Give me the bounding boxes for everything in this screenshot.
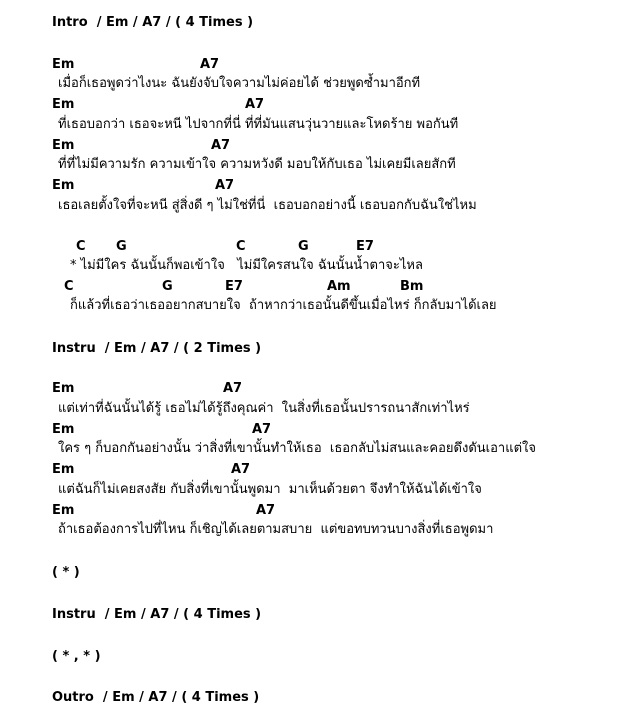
chord: A7 [245, 97, 265, 112]
instru-line: Instru / Em / A7 / ( 2 Times ) [52, 341, 262, 356]
chord: Em [52, 462, 75, 477]
repeat-marker: ( * , * ) [52, 649, 101, 664]
chord: E7 [225, 279, 243, 294]
lyric-line: * ไม่มีใคร ฉันนั้นก็พอเข้าใจ ไม่มีใครสนใจ ฉันนั้นน้ำตาจะไหล [70, 258, 423, 273]
chord: E7 [356, 239, 374, 254]
chord: A7 [223, 381, 243, 396]
lyric-line: ที่เธอบอกว่า เธอจะหนี ไปจากที่นี่ ที่ที่มันแสนวุ่นวายและโหดร้าย พอกันที [58, 117, 459, 132]
chord: A7 [211, 138, 231, 153]
lyric-line: เมื่อก็เธอพูดว่าไงนะ ฉันยังจับใจความไม่ค่อยได้ ช่วยพูดซ้ำมาอีกที [58, 76, 421, 91]
chord: A7 [200, 57, 220, 72]
instru-line: Instru / Em / A7 / ( 4 Times ) [52, 607, 262, 622]
chord: A7 [252, 422, 272, 437]
chord: C [76, 239, 86, 254]
lyric-line: ถ้าเธอต้องการไปที่ไหน ก็เชิญได้เลยตามสบาย แต่ขอทบทวนบางสิ่งที่เธอพูดมา [58, 522, 494, 537]
chord: Bm [400, 279, 424, 294]
chord: Am [327, 279, 351, 294]
lyric-line: ใคร ๆ ก็บอกกันอย่างนั้น ว่าสิ่งที่เขานั้นทำให้เธอ เธอกลับไม่สนและคอยดึงดันเอาแต่ใจ [58, 441, 537, 456]
chord: C [236, 239, 246, 254]
chord: G [298, 239, 309, 254]
outro-line: Outro / Em / A7 / ( 4 Times ) [52, 690, 260, 705]
lyric-line: ก็แล้วที่เธอว่าเธออยากสบายใจ ถ้าหากว่าเธอนั้นดีขึ้นเมื่อไหร่ ก็กลับมาได้เลย [70, 298, 497, 313]
lyric-line: เธอเลยตั้งใจที่จะหนี สู่สิ่งดี ๆ ไม่ใช่ที่นี่ เธอบอกอย่างนี้ เธอบอกกับฉันใช่ไหม [58, 198, 477, 213]
lyric-line: แต่เท่าที่ฉันนั้นได้รู้ เธอไม่ได้รู้ถึงคุณค่า ในสิ่งที่เธอนั้นปรารถนาสักเท่าไหร่ [58, 401, 470, 416]
chord: A7 [256, 503, 276, 518]
chord: A7 [231, 462, 251, 477]
lyric-line: แต่ฉันก็ไม่เคยสงสัย กับสิ่งที่เขานั้นพูดมา มาเห็นด้วยตา จึงทำให้ฉันได้เข้าใจ [58, 482, 482, 497]
chord: Em [52, 138, 75, 153]
chord: Em [52, 178, 75, 193]
chord: Em [52, 503, 75, 518]
chord: Em [52, 381, 75, 396]
chord: Em [52, 97, 75, 112]
chord: Em [52, 422, 75, 437]
lyric-line: ที่ที่ไม่มีความรัก ความเข้าใจ ความหวังดี มอบให้กับเธอ ไม่เคยมีเลยสักที [58, 157, 456, 172]
chord: A7 [215, 178, 235, 193]
repeat-marker: ( * ) [52, 565, 80, 580]
intro-line: Intro / Em / A7 / ( 4 Times ) [52, 15, 254, 30]
chord: G [116, 239, 127, 254]
chord: C [64, 279, 74, 294]
chord: Em [52, 57, 75, 72]
chord: G [162, 279, 173, 294]
